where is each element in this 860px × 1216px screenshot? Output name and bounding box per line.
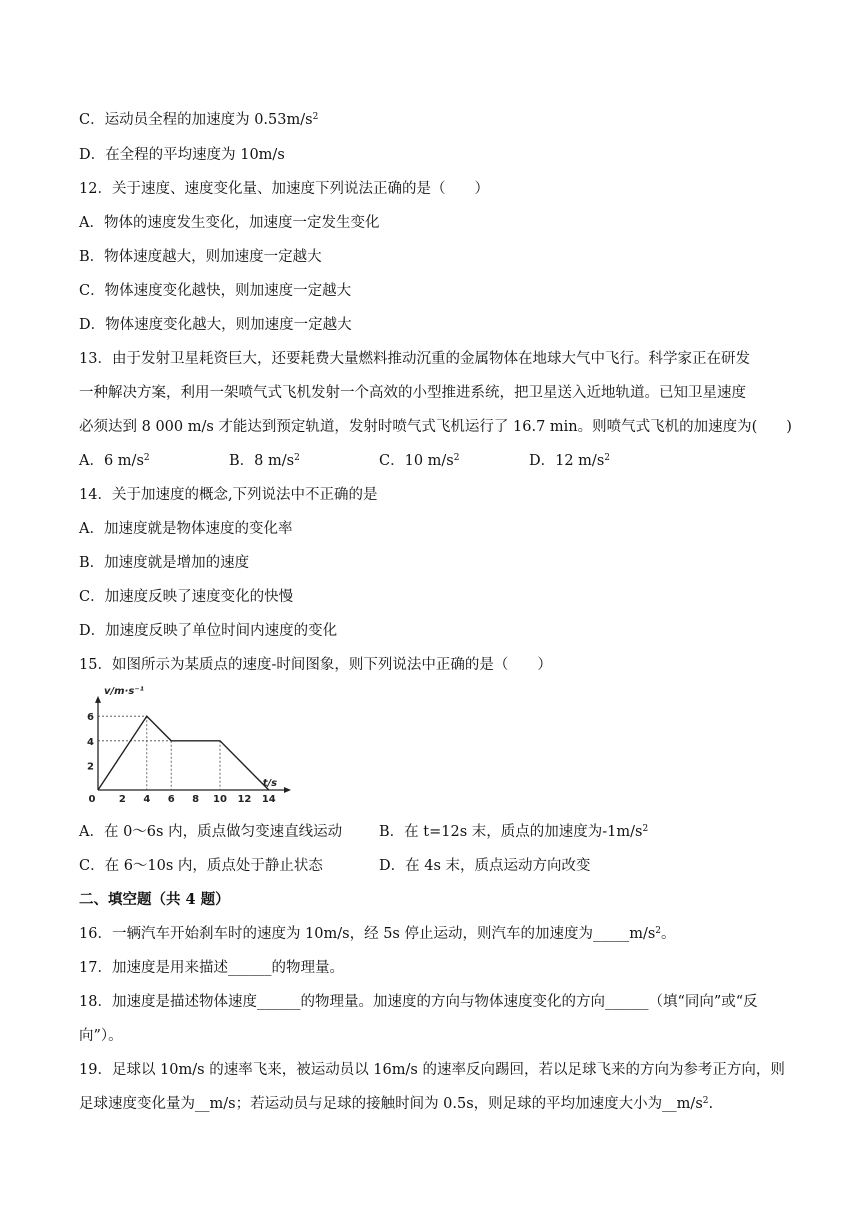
x-tick-label: 0 bbox=[88, 794, 96, 805]
velocity-time-graph bbox=[82, 684, 307, 808]
q12-option-d: D．物体速度变化越大，则加速度一定越大 bbox=[79, 317, 352, 333]
y-axis-arrow bbox=[95, 696, 101, 703]
q14-option-a: A．加速度就是物体速度的变化率 bbox=[79, 521, 293, 537]
q14-option-b: B．加速度就是增加的速度 bbox=[79, 555, 250, 571]
q14-stem: 14．关于加速度的概念,下列说法中不正确的是 bbox=[79, 487, 378, 503]
x-tick-label: 2 bbox=[118, 794, 126, 805]
q13-stem-line3: 必须达到 8 000 m/s 才能达到预定轨道，发射时喷气式飞机运行了 16.7 min。则喷气式飞机的加速度为( ) bbox=[79, 419, 792, 435]
q15-option-c: C．在 6～10s 内，质点处于静止状态 bbox=[79, 858, 323, 874]
q15-option-d: D．在 4s 末，质点运动方向改变 bbox=[379, 858, 591, 874]
x-tick-label: 6 bbox=[167, 794, 175, 805]
y-tick-label: 2 bbox=[87, 761, 94, 773]
q13-stem-line2: 一种解决方案，利用一架喷气式飞机发射一个高效的小型推进系统，把卫星送入近地轨道。已知卫星速度 bbox=[79, 385, 746, 401]
q12-option-b: B．物体速度越大，则加速度一定越大 bbox=[79, 249, 322, 265]
x-tick-label: 4 bbox=[143, 794, 151, 805]
y-axis-label: v/m·s⁻¹ bbox=[104, 686, 144, 697]
q19-stem-line1: 19．足球以 10m/s 的速率飞来，被运动员以 16m/s 的速率反向踢回，若以足球飞来的方向为参考正方向，则 bbox=[79, 1062, 785, 1078]
q14-option-c: C．加速度反映了速度变化的快慢 bbox=[79, 589, 294, 605]
q18-stem-line1: 18．加速度是描述物体速度______的物理量。加速度的方向与物体速度变化的方向______（填“同向”或“反 bbox=[79, 994, 758, 1010]
y-tick-label: 6 bbox=[87, 712, 94, 724]
q13-option-b: B．8 $m/s^2$ bbox=[229, 453, 300, 469]
x-tick-label: 10 bbox=[213, 794, 227, 805]
q13-stem-line1: 13．由于发射卫星耗资巨大，还要耗费大量燃料推动沉重的金属物体在地球大气中飞行。科学家正在研发 bbox=[79, 351, 750, 367]
q11-option-d: D．在全程的平均速度为 10m/s bbox=[79, 147, 285, 163]
q12-stem: 12．关于速度、速度变化量、加速度下列说法正确的是（ ） bbox=[79, 181, 489, 197]
q15-stem: 15．如图所示为某质点的速度-时间图象，则下列说法中正确的是（ ） bbox=[79, 657, 552, 673]
q13-option-c: C．10 $m/s^2$ bbox=[379, 453, 460, 469]
series-line bbox=[98, 716, 269, 790]
section-heading-fill-in: 二、填空题（共 4 题） bbox=[79, 891, 230, 908]
q14-option-d: D．加速度反映了单位时间内速度的变化 bbox=[79, 623, 338, 639]
x-axis-arrow bbox=[284, 787, 291, 793]
q11-option-c: C．运动员全程的加速度为 $0.53m/s^2$ bbox=[79, 112, 319, 128]
q17-stem: 17．加速度是用来描述______的物理量。 bbox=[79, 960, 344, 976]
q15-option-a: A．在 0～6s 内，质点做匀变速直线运动 bbox=[79, 824, 343, 840]
q13-option-a: A．6 $m/s^2$ bbox=[79, 453, 150, 469]
q13-option-d: D．12 $m/s^2$ bbox=[529, 453, 610, 469]
x-tick-label: 8 bbox=[192, 794, 200, 805]
y-tick-label: 4 bbox=[87, 736, 94, 748]
q15-option-b: B．在 t=12s 末，质点的加速度为$-1m/s^2$ bbox=[379, 824, 649, 840]
q18-stem-line2: 向”）。 bbox=[79, 1028, 123, 1044]
q12-option-a: A．物体的速度发生变化，加速度一定发生变化 bbox=[79, 215, 380, 231]
x-axis-label: t/s bbox=[262, 778, 278, 789]
q19-stem-line2: 足球速度变化量为__m/s；若运动员与足球的接触时间为 0.5s，则足球的平均加速度大小为$\_\_m/s^2$. bbox=[79, 1096, 714, 1112]
x-tick-label: 12 bbox=[237, 794, 252, 805]
q12-option-c: C．物体速度变化越快，则加速度一定越大 bbox=[79, 283, 352, 299]
q16-stem: 16．一辆汽车开始刹车时的速度为 10m/s，经 5s 停止运动，则汽车的加速度为$\_\_\_\_\_m/s^2$。 bbox=[79, 926, 676, 942]
x-tick-label: 14 bbox=[261, 794, 276, 805]
